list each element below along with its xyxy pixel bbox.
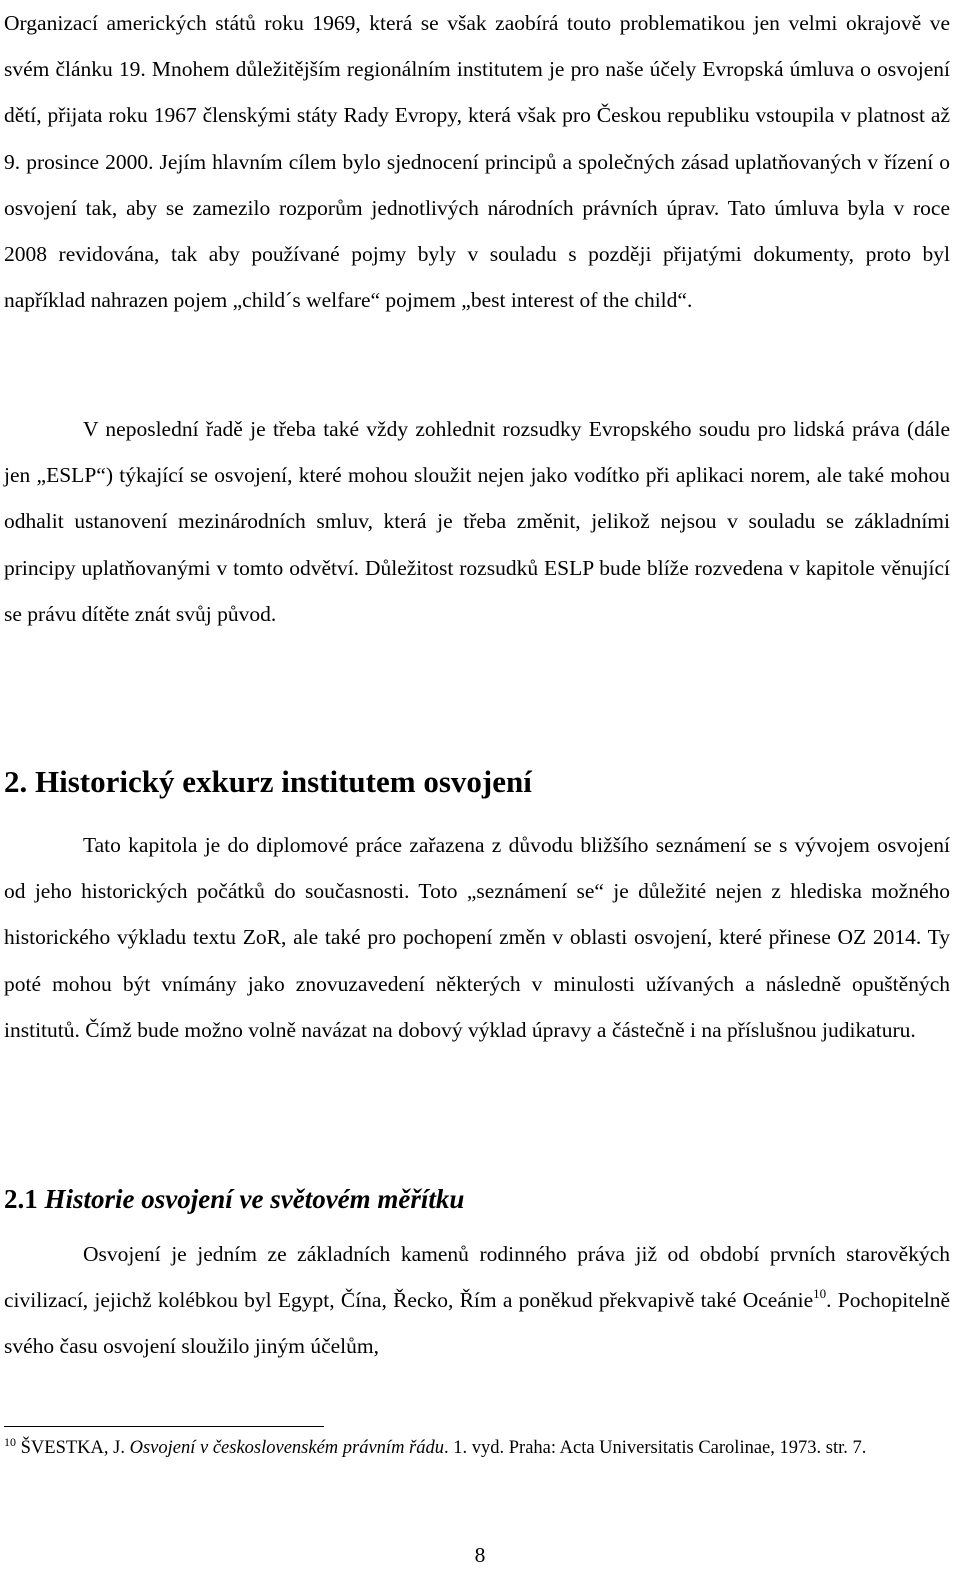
paragraph-chapter-intro: Tato kapitola je do diplomové práce zařazena z důvodu bližšího seznámení se s vývojem osvojení od jeho historických počátků do současnosti. Toto „seznámení se“ je důležité nejen z hlediska možného historického výkladu textu ZoR, ale také pro pochopení změn v oblasti osvojení, které přinese OZ 2014. Ty poté mohou být vnímány jako znovuzavedení některých v minulosti užívaných a následně opuštěných institutů. Čímž bude možno volně navázat na dobový výklad úpravy a částečně i na příslušnou judikaturu. xyxy=(4,833,950,1042)
footnote-reference: 10 xyxy=(813,1286,827,1302)
section-title: Historie osvojení ve světovém měřítku xyxy=(44,1184,465,1214)
paragraph-history-adoption xyxy=(4,1231,950,1370)
footnote-title: Osvojení v československém právním řádu xyxy=(129,1438,445,1458)
page-number: 8 xyxy=(474,1543,486,1567)
paragraph-text-before-note: Osvojení je jedním ze základních kamenů rodinného práva již od období prvních starověkých civilizací, jejichž kolébkou byl Egypt, Čína, Řecko, Řím a poněkud překvapivě také Oceánie xyxy=(4,1242,950,1313)
footnote xyxy=(4,1434,950,1462)
footnote-publication: . 1. vyd. Praha: Acta Universitatis Carolinae, 1973. str. 7. xyxy=(444,1438,867,1458)
section-heading xyxy=(4,1176,464,1222)
footnote-separator xyxy=(4,1426,324,1427)
section-number: 2.1 xyxy=(4,1184,38,1214)
footnote-author: ŠVESTKA, J. xyxy=(20,1438,125,1458)
footnote-number: 10 xyxy=(4,1435,16,1449)
chapter-heading: 2. Historický exkurz institutem osvojení xyxy=(4,764,532,799)
paragraph-adoption-conventions: Organizací amerických států roku 1969, která se však zaobírá touto problematikou jen velmi okrajově ve svém článku 19. Mnohem důležitějším regionálním institutem je pro naše účely Evropská úmluva o osvojení dětí, přijata roku 1967 členskými státy Rady Evropy, která však pro Českou republiku vstoupila v platnost až 9. prosince 2000. Jejím hlavním cílem bylo sjednocení principů a společných zásad uplatňovaných v řízení o osvojení tak, aby se zamezilo rozporům jednotlivých národních právních úprav. Tato úmluva byla v roce 2008 revidována, tak aby používané pojmy byly v souladu s později přijatými dokumenty, proto byl například nahrazen pojem „child´s welfare“ pojmem „best interest of the child“. xyxy=(4,11,950,313)
paragraph-eslp-judgments: V neposlední řadě je třeba také vždy zohlednit rozsudky Evropského soudu pro lidská práva (dále jen „ESLP“) týkající se osvojení, které mohou sloužit nejen jako vodítko při aplikaci norem, ale také mohou odhalit ustanovení mezinárodních smluv, která je třeba změnit, jelikož nejsou v souladu se základními principy uplatňovanými v tomto odvětví. Důležitost rozsudků ESLP bude blíže rozvedena v kapitole věnující se právu dítěte znát svůj původ. xyxy=(4,417,950,626)
paragraph-text-after-note: . Pochopitelně svého času osvojení sloužilo jiným účelům, xyxy=(4,1288,951,1359)
